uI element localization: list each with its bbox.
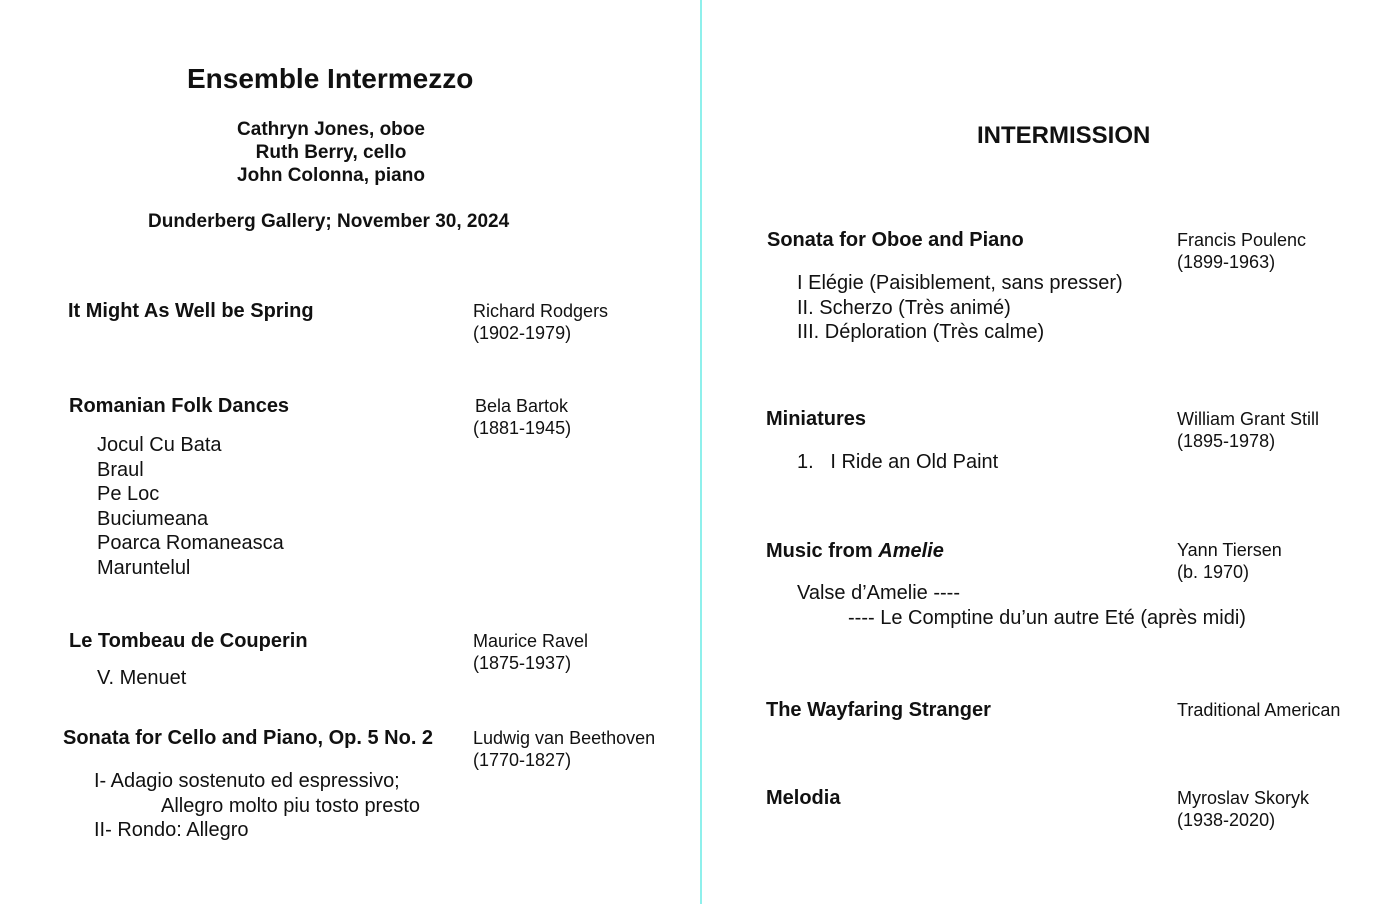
piece-title: Melodia xyxy=(766,787,841,809)
performer-cello: Ruth Berry, cello xyxy=(255,142,407,163)
performer-piano: John Colonna, piano xyxy=(237,165,425,186)
composer-name: Ludwig van Beethoven xyxy=(473,728,656,748)
movement-list xyxy=(94,769,420,843)
composer-block xyxy=(1177,408,1319,452)
piece-title xyxy=(766,540,944,563)
composer-name: Francis Poulenc xyxy=(1177,230,1307,250)
piece-title: Romanian Folk Dances xyxy=(69,395,290,417)
piece-title: Sonata for Cello and Piano, Op. 5 No. 2 xyxy=(63,727,434,749)
performer-list xyxy=(131,118,531,187)
composer-name: Maurice Ravel xyxy=(473,631,589,651)
composer-dates: (1770-1827) xyxy=(473,750,572,770)
composer-name: Traditional American xyxy=(1177,700,1341,720)
movement-item: Poarca Romaneasca xyxy=(97,532,284,554)
movement-item: Buciumeana xyxy=(97,507,209,530)
movement-item: Maruntelul xyxy=(97,556,191,579)
program-title: Ensemble Intermezzo xyxy=(187,63,474,94)
piece-title-italic: Amelie xyxy=(878,540,944,562)
movement-item: I- Adagio sostenuto ed espressivo; xyxy=(94,770,400,792)
movement-item: Valse d’Amelie ---- xyxy=(797,582,960,604)
movement-item: Jocul Cu Bata xyxy=(97,434,222,456)
composer-dates: (1895-1978) xyxy=(1177,431,1276,451)
composer-name: Richard Rodgers xyxy=(473,301,609,321)
movement-item: Braul xyxy=(97,458,144,481)
movement-item: I Elégie (Paisiblement, sans presser) xyxy=(797,272,1123,294)
composer-block xyxy=(473,727,655,771)
composer-block xyxy=(1177,787,1309,831)
piece-title-prefix: Music from xyxy=(766,540,879,562)
composer-block xyxy=(473,300,608,344)
movement-item: ---- Le Comptine du’un autre Eté (après midi) xyxy=(848,606,1246,629)
composer-block xyxy=(1177,539,1282,583)
performer-oboe: Cathryn Jones, oboe xyxy=(237,119,425,140)
piece-title: Le Tombeau de Couperin xyxy=(69,630,308,652)
movement-item: Allegro molto piu tosto presto xyxy=(161,794,421,817)
composer-dates: (1902-1979) xyxy=(473,323,572,343)
intermission-heading: INTERMISSION xyxy=(977,122,1151,149)
composer-dates: (b. 1970) xyxy=(1177,562,1250,582)
movement-item: III. Déploration (Très calme) xyxy=(797,321,1045,343)
piece-title: Sonata for Oboe and Piano xyxy=(767,229,1024,251)
composer-name: William Grant Still xyxy=(1177,409,1320,429)
movement-item: II. Scherzo (Très animé) xyxy=(797,296,1011,319)
venue-date: Dunderberg Gallery; November 30, 2024 xyxy=(148,211,510,232)
composer-dates: (1875-1937) xyxy=(473,653,572,673)
composer-name: Bela Bartok xyxy=(475,396,569,416)
composer-name: Myroslav Skoryk xyxy=(1177,788,1310,808)
composer-dates: (1899-1963) xyxy=(1177,252,1276,272)
composer-name: Yann Tiersen xyxy=(1177,540,1282,560)
movement-list xyxy=(97,433,284,580)
piece-title: The Wayfaring Stranger xyxy=(766,699,991,721)
movement-list xyxy=(797,271,1123,345)
movement-item: V. Menuet xyxy=(97,667,187,689)
composer-block xyxy=(473,630,588,674)
movement-item: 1. I Ride an Old Paint xyxy=(797,451,999,473)
piece-title: Miniatures xyxy=(766,408,867,430)
composer-block xyxy=(1177,229,1306,273)
piece-title: It Might As Well be Spring xyxy=(68,300,314,322)
composer-dates: (1938-2020) xyxy=(1177,810,1276,830)
movement-list xyxy=(797,581,1246,630)
composer-block xyxy=(473,395,571,439)
movement-item: Pe Loc xyxy=(97,483,160,505)
page-divider xyxy=(700,0,702,904)
movement-item: II- Rondo: Allegro xyxy=(94,819,249,841)
composer-dates: (1881-1945) xyxy=(473,418,572,438)
